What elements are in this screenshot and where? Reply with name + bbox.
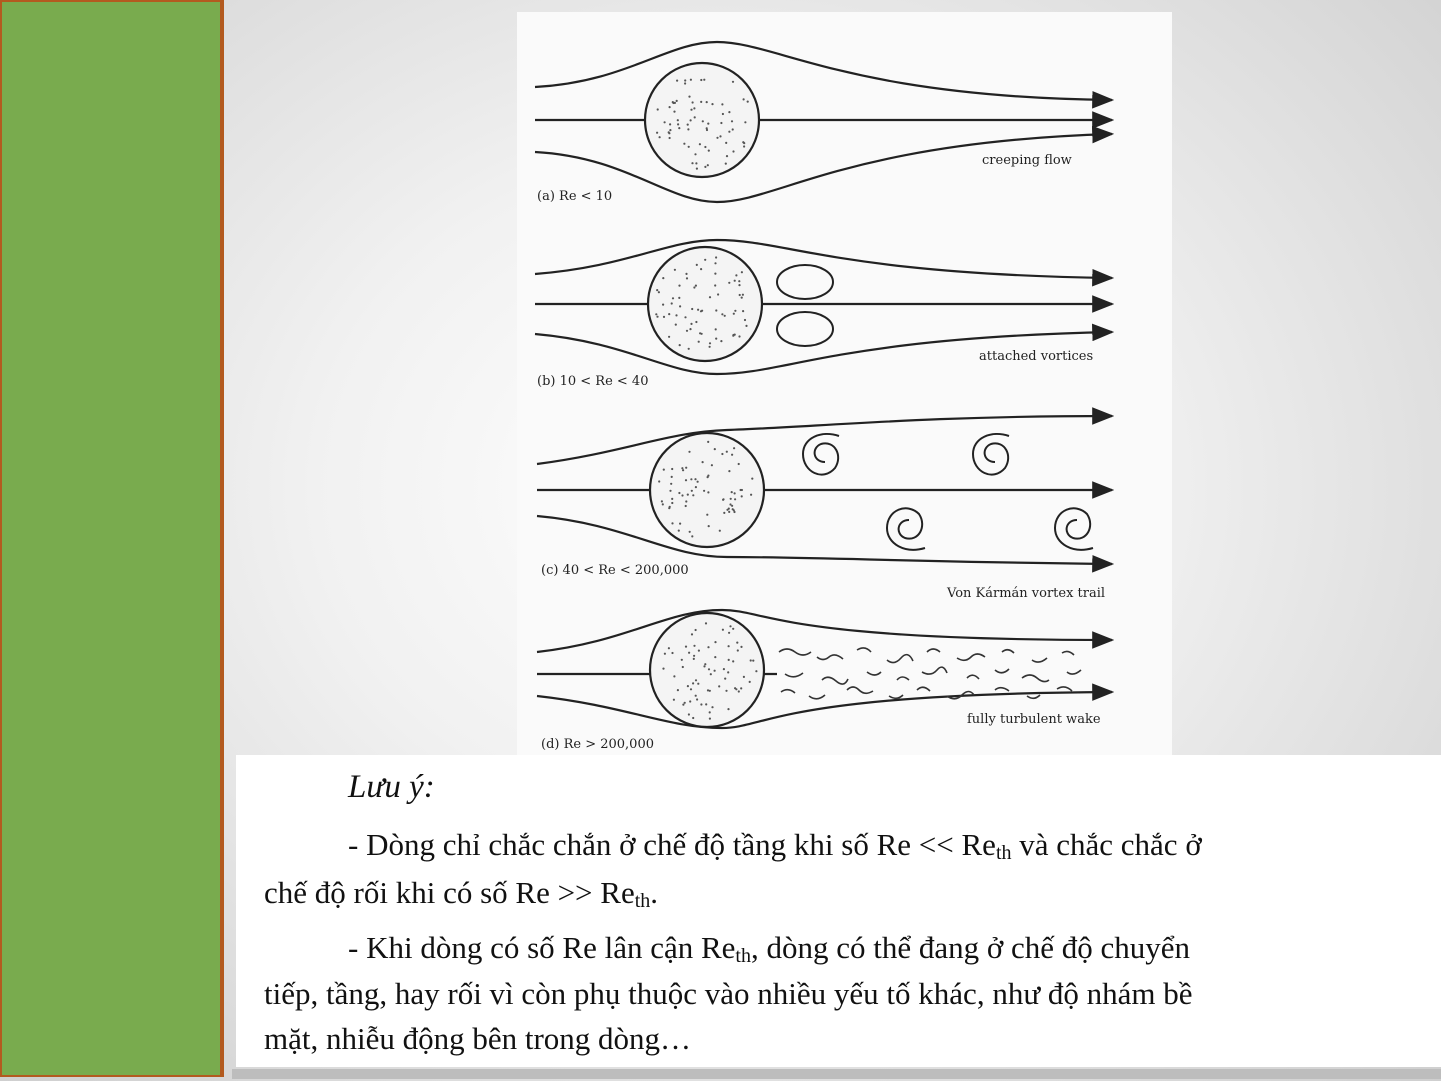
cylinder [648, 247, 762, 361]
streamline [537, 416, 1112, 464]
vortex [803, 434, 839, 475]
streamline [535, 240, 1112, 278]
panel-label-a: (a) Re < 10 [537, 189, 613, 204]
note-text: - Khi dòng có số Re lân cận Re [348, 930, 736, 965]
panel-label-b: (b) 10 < Re < 40 [537, 374, 649, 389]
panel-d [537, 610, 1112, 752]
note-text: - Dòng chỉ chắc chắn ở chế độ tầng khi số Re << Re [348, 827, 996, 862]
panel-c [537, 416, 1112, 601]
note-text: chế độ rối khi có số Re >> Re [264, 875, 635, 910]
vortex [887, 508, 925, 549]
vortex [1055, 508, 1093, 549]
green-sidebar [0, 0, 224, 1077]
note-paragraph-1-line-2 [264, 877, 1409, 911]
streamline [537, 610, 1112, 652]
flow-name-a: creeping flow [982, 153, 1072, 168]
note-subscript: th [634, 890, 651, 912]
flow-regimes-figure [517, 12, 1172, 767]
vortex [973, 434, 1009, 475]
cylinder [650, 613, 764, 727]
panel-b [535, 240, 1112, 389]
streamline [535, 42, 1112, 100]
flow-diagram [517, 12, 1172, 767]
panel-a [535, 42, 1112, 204]
note-box [236, 755, 1441, 1067]
bottom-rule [232, 1069, 1441, 1079]
note-paragraph-1-line-1 [264, 829, 1441, 863]
note-paragraph-2-line-2: tiếp, tầng, hay rối vì còn phụ thuộc vào nhiều yếu tố khác, như độ nhám bề [264, 976, 1193, 1011]
vortex [777, 312, 833, 346]
flow-name-d: fully turbulent wake [967, 712, 1101, 727]
turbulent-wake [779, 648, 1081, 699]
panel-label-c: (c) 40 < Re < 200,000 [541, 563, 689, 578]
vortex [777, 265, 833, 299]
panel-label-d: (d) Re > 200,000 [541, 737, 654, 752]
note-text: . [650, 875, 659, 910]
note-text: , dòng có thể đang ở chế độ chuyển [750, 930, 1191, 965]
note-subscript: th [735, 945, 751, 967]
note-title: Lưu ý: [348, 769, 435, 805]
note-text: và chắc chắc ở [1011, 827, 1202, 862]
note-paragraph-2-line-3: mặt, nhiễu động bên trong dòng… [264, 1021, 692, 1056]
streamline [535, 134, 1112, 202]
streamline [537, 516, 1112, 564]
note-paragraph-2-line-1 [264, 932, 1441, 966]
cylinder [650, 433, 764, 547]
note-subscript: th [995, 842, 1012, 864]
flow-name-c: Von Kármán vortex trail [947, 586, 1106, 601]
flow-name-b: attached vortices [979, 349, 1094, 364]
